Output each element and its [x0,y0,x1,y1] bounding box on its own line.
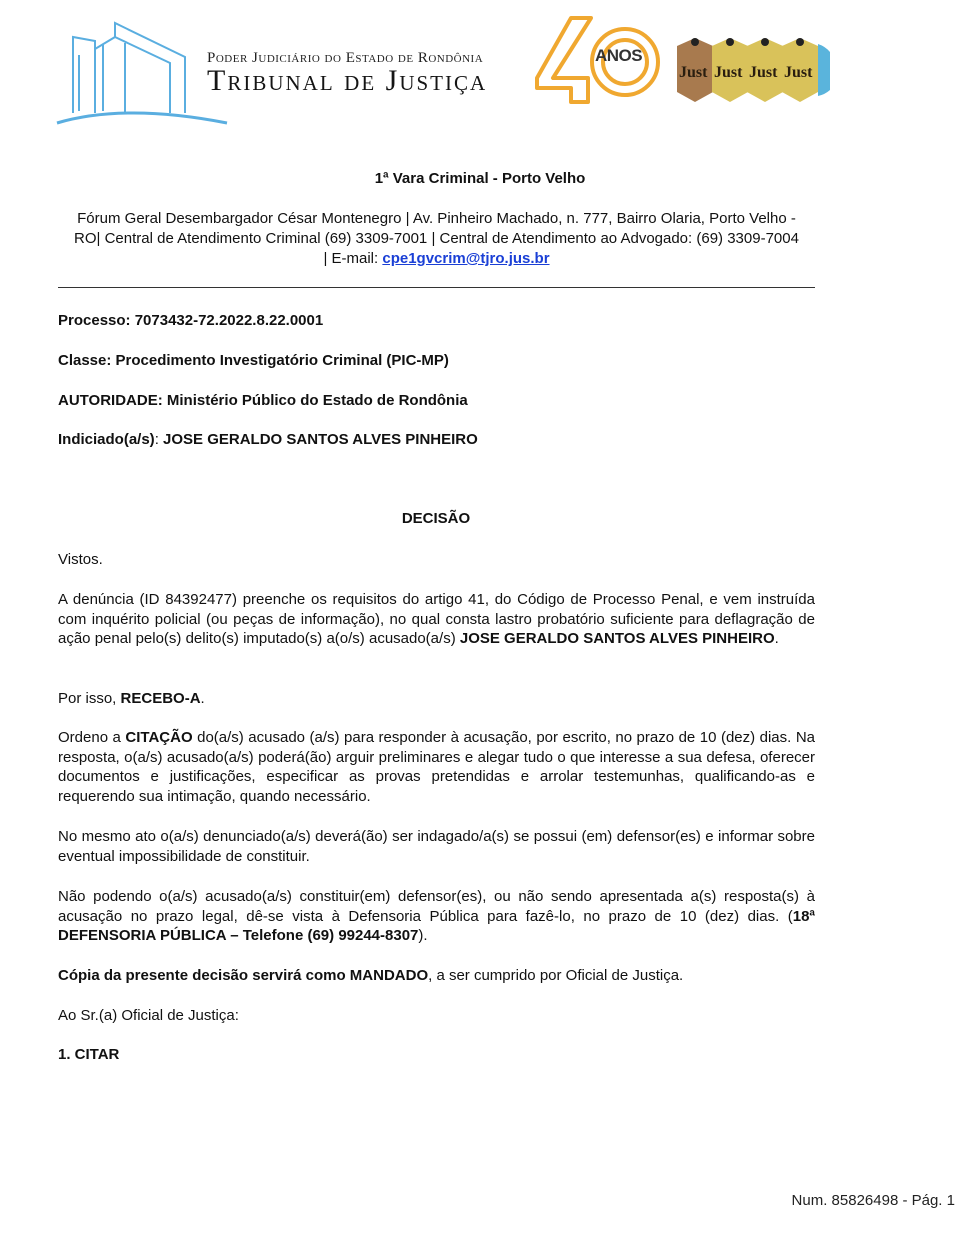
paragraph-denuncia [58,590,815,649]
recebo-end: . [200,690,205,707]
denuncia-end: . [774,630,779,648]
mandado-bold: Cópia da presente decisão servirá como MANDADO [58,967,429,984]
denuncia-accused-name: JOSE GERALDO SANTOS ALVES PINHEIRO [459,630,775,648]
email-prefix: | E-mail: [323,250,383,267]
recebo-bold: RECEBO-A [120,690,201,707]
court-address [58,209,815,269]
paragraph-mandado [58,966,815,986]
classe-field: Classe: Procedimento Investigatório Criminal (PIC-MP) [58,352,449,369]
autoridade-field: AUTORIDADE: Ministério Público do Estado de Rondônia [58,392,468,409]
defensoria-end: ). [418,927,428,945]
anos-label: ANOS [595,46,643,65]
paragraph-citacao [58,728,815,806]
defensoria-bold: 18ª DEFENSORIA PÚBLICA – Telefone (69) 99244-8307 [58,907,815,945]
indiciado-separator: : [154,431,164,448]
mandado-text: , a ser cumprido por Oficial de Justiça. [428,967,684,984]
defensoria-text: Não podendo o(a/s) acusado(a/s) constituir(em) defensor(es), ou não sendo apresentada a(s) resposta(s) à acusação no prazo legal, dê-se vista à Defensoria Pública para fazê-lo, no prazo de 10 (dez) dias. ( [58,888,815,925]
medal-label: Just [749,64,778,81]
logo-line-tribunal: Tribunal de Justiça [207,64,488,97]
paragraph-mesmo-ato: No mesmo ato o(a/s) denunciado(a/s) deverá(ão) ser indagado/a(s) se possui (em) defensor(es) e informar sobre eventual impossibilidade de constituir. [58,828,815,865]
court-unit-title: 1ª Vara Criminal - Porto Velho [374,170,586,187]
email-link[interactable]: cpe1gvcrim@tjro.jus.br [382,250,550,267]
citacao-text: do(a/s) acusado (a/s) para responder à acusação, por escrito, no prazo de 10 (dez) dias. Na resposta, o(a/s) acusado(a/s) poderá(ão) arguir preliminares e alegar tudo o que interesse a sua defesa, oferecer documentos e justificações, especificar as provas pretendidas e arrolar testemunhas, qualificando-as e requerendo sua intimação, quando necessário. [58,729,815,805]
address-line-3 [58,249,815,269]
paragraph-vistos: Vistos. [58,551,103,568]
denuncia-text: A denúncia (ID 84392477) preenche os requisitos do artigo 41, do Código de Processo Penal, e vem instruída com inquérito policial (ou peças de informação), no qual consta lastro probatório suficiente para deflagração de ação penal pelo(s) delito(s) imputado(s) a(o/s) acusado(a/s) [58,591,815,648]
citacao-start: Ordeno a [58,729,126,746]
citacao-bold: CITAÇÃO [125,729,193,746]
processo-field: Processo: 7073432-72.2022.8.22.0001 [58,312,324,329]
medal-label: Just [714,64,743,81]
court-letterhead [55,10,830,125]
address-line-1: Fórum Geral Desembargador César Montenegro | Av. Pinheiro Machado, n. 777, Bairro Olaria, Porto Velho - [77,210,796,227]
decision-title: DECISÃO [401,510,471,527]
medal-label: Just [679,64,708,81]
header-divider [58,287,815,288]
court-name-logo [207,50,487,96]
paragraph-oficial: Ao Sr.(a) Oficial de Justiça: [58,1007,239,1024]
paragraph-recebo [58,689,815,709]
just-award-medals-icon [675,32,830,107]
page-footer-reference: Num. 85826498 - Pág. 1 [791,1192,955,1209]
address-line-2: RO| Central de Atendimento Criminal (69) 3309-7001 | Central de Atendimento ao Advogado: (69) 3309-7004 [74,230,799,247]
logo-line-judiciary: Poder Judiciário do Estado de Rondônia [207,50,484,66]
indiciado-name: JOSE GERALDO SANTOS ALVES PINHEIRO [163,431,478,448]
medal-label: Just [784,64,813,81]
recebo-text: Por isso, [58,690,121,707]
paragraph-defensoria [58,887,815,946]
indiciado-field [58,431,478,448]
paragraph-citar: 1. CITAR [58,1046,120,1063]
indiciado-label: Indiciado(a/s) [58,431,155,448]
